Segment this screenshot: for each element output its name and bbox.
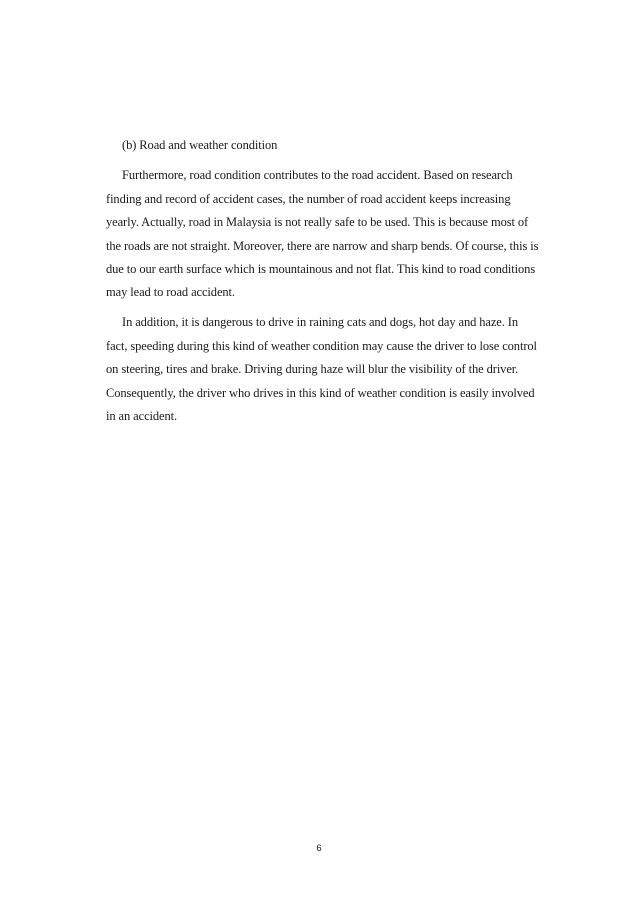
paragraph-line: on steering, tires and brake. Driving during haze will blur the visibility of the driver. <box>106 362 519 376</box>
paragraph-line: yearly. Actually, road in Malaysia is not really safe to be used. This is because most of <box>106 215 529 229</box>
paragraph-line: fact, speeding during this kind of weather condition may cause the driver to lose control <box>106 339 537 353</box>
section-heading: (b) Road and weather condition <box>122 138 278 152</box>
paragraph-line: due to our earth surface which is mountainous and not flat. This kind to road conditions <box>106 262 536 276</box>
paragraph-line: In addition, it is dangerous to drive in raining cats and dogs, hot day and haze. In <box>122 315 519 329</box>
paragraph-line: may lead to road accident. <box>106 285 235 299</box>
paragraph-line: finding and record of accident cases, the number of road accident keeps increasing <box>106 192 511 206</box>
paragraph-line: Furthermore, road condition contributes to the road accident. Based on research <box>122 168 513 182</box>
paragraph-line: in an accident. <box>106 409 178 423</box>
page-number: 6 <box>316 843 322 854</box>
paragraph-line: the roads are not straight. Moreover, there are narrow and sharp bends. Of course, this is <box>106 239 539 253</box>
paragraph-line: Consequently, the driver who drives in this kind of weather condition is easily involved <box>106 386 535 400</box>
